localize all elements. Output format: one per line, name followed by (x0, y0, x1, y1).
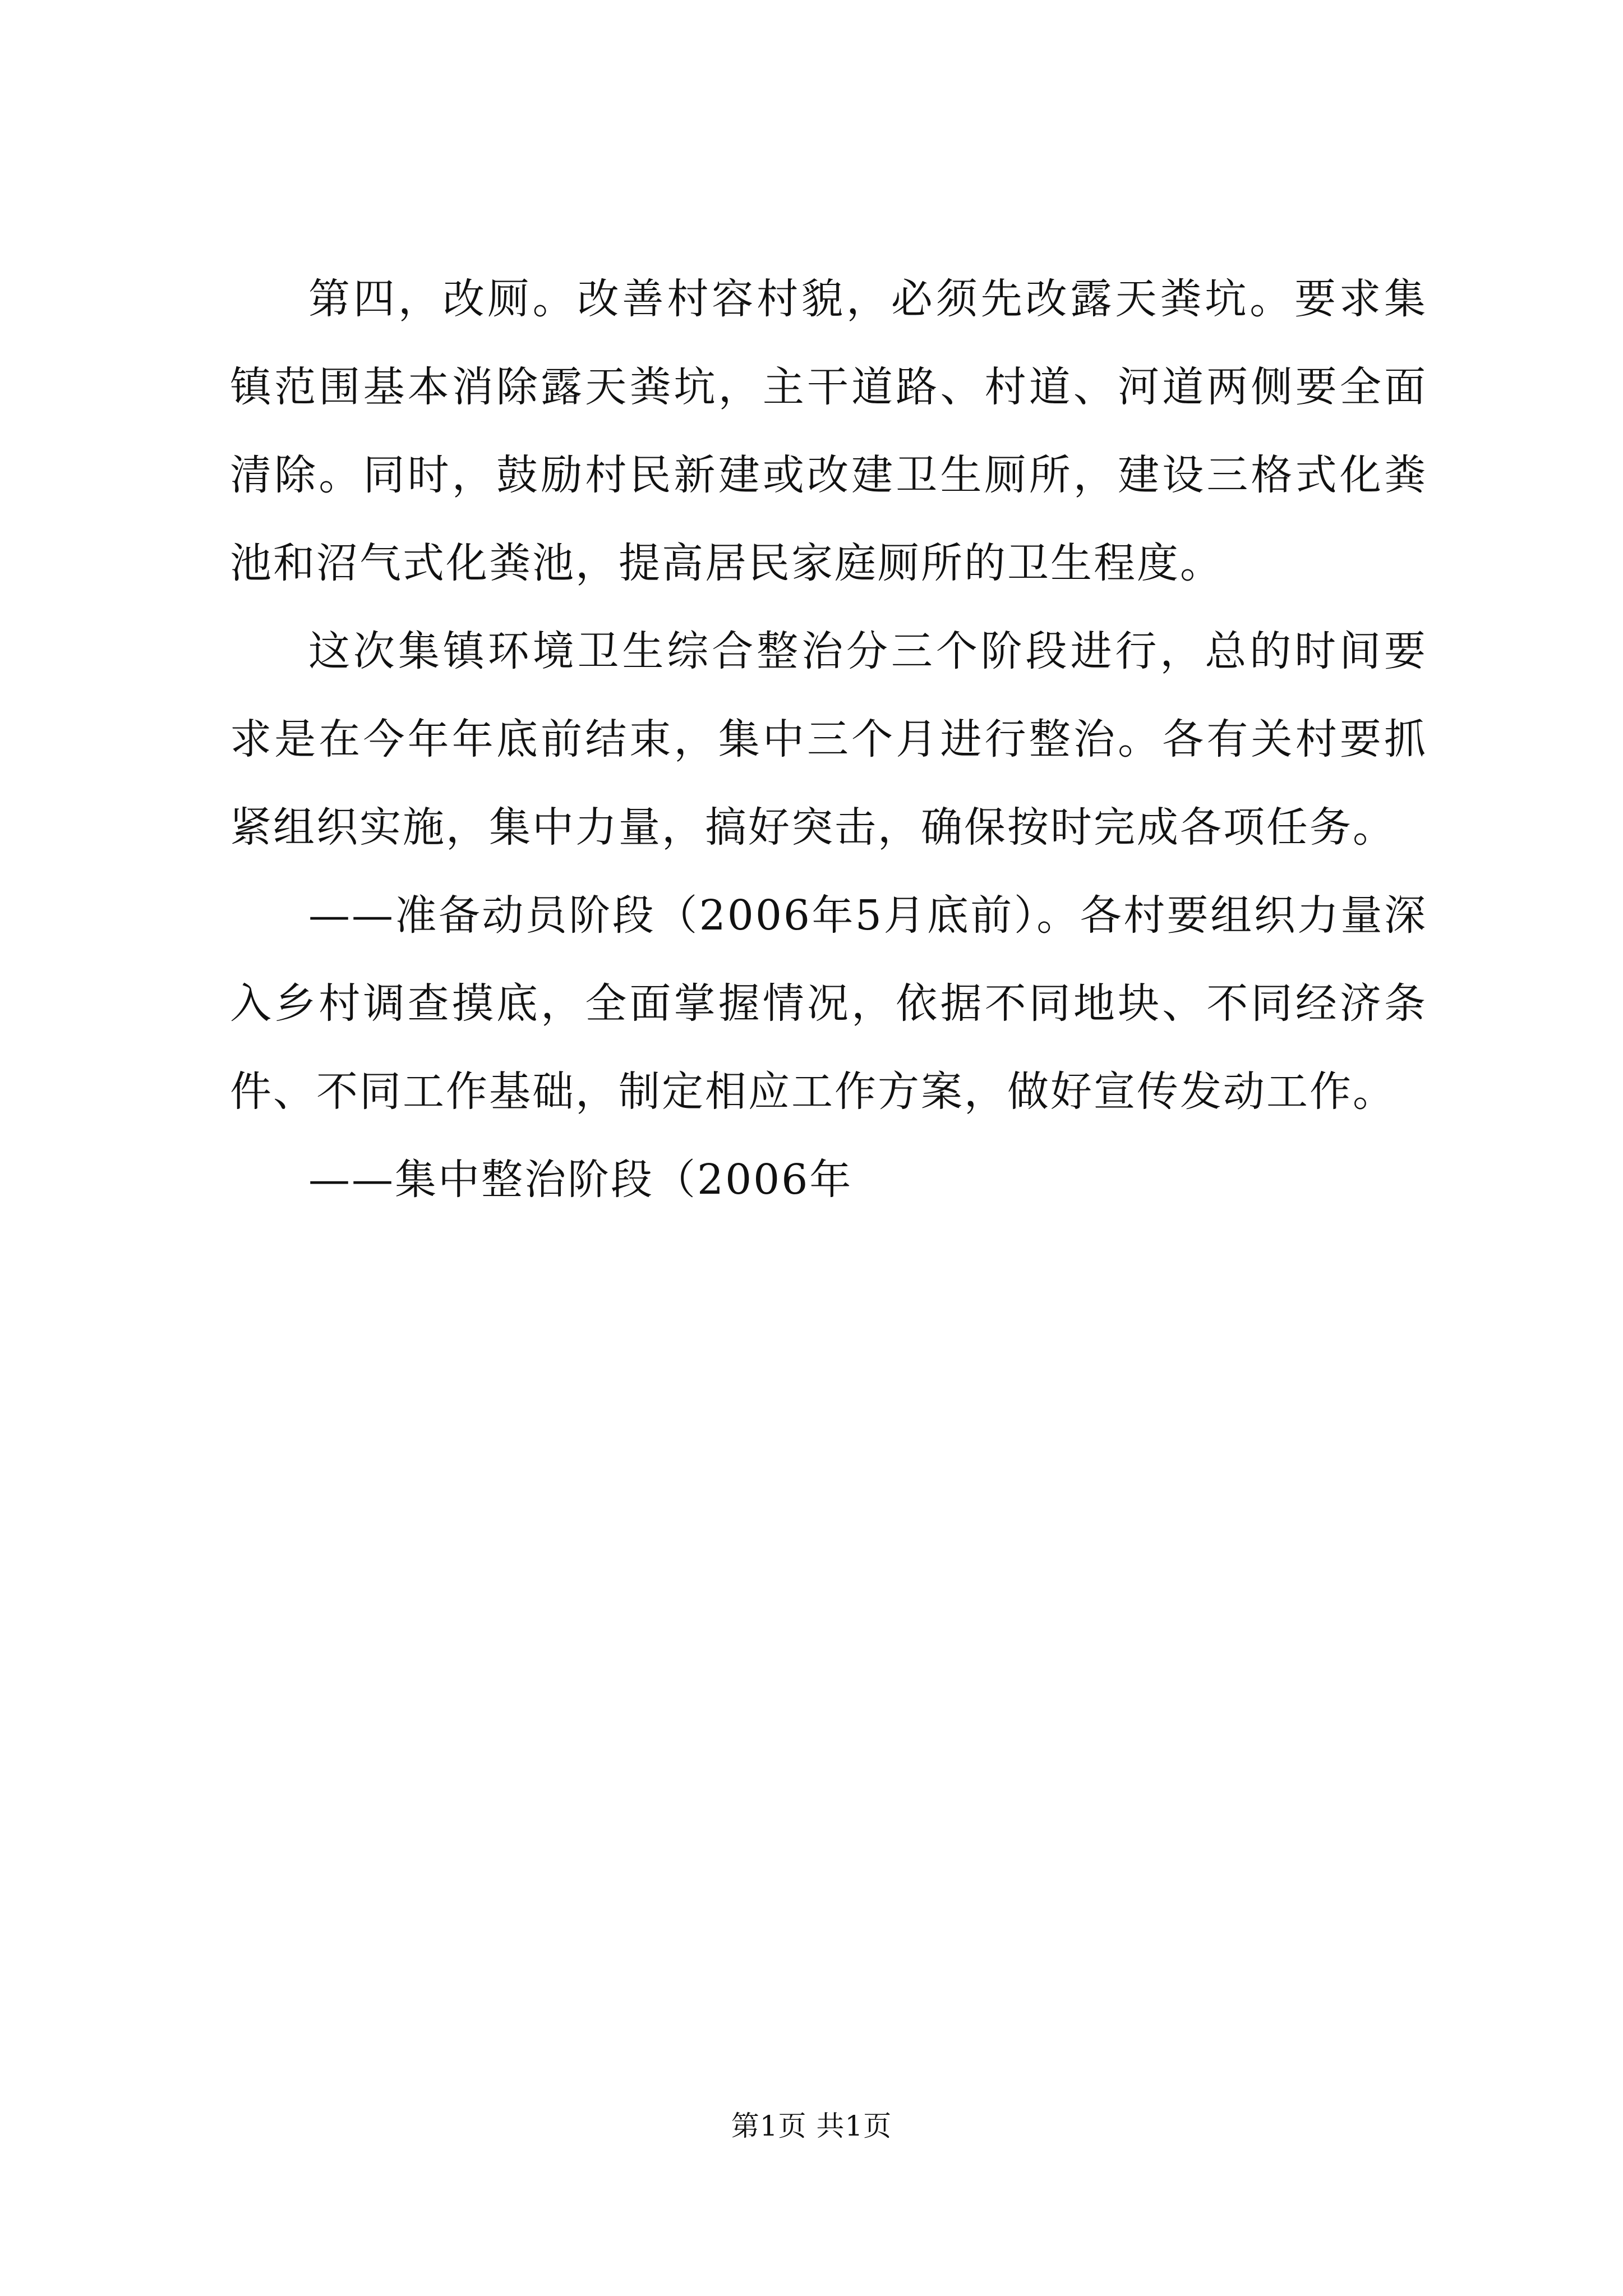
document-body (230, 255, 1427, 1224)
page-footer: 第1页 共1页 (731, 2110, 892, 2142)
paragraph-preparation-stage: ——准备动员阶段（2006年5月底前）。各村要组织力量深入乡村调查摸底，全面掌握情况，依据不同地块、不同经济条件、不同工作基础，制定相应工作方案，做好宣传发动工作。 (230, 891, 1427, 1116)
paragraph-toilet-renovation: 第四，改厕。改善村容村貌，必须先改露天粪坑。要求集镇范围基本消除露天粪坑，主干道路、村道、河道两侧要全面清除。同时，鼓励村民新建或改建卫生厕所，建设三格式化粪池和沼气式化粪池，提高居民家庭厕所的卫生程度。 (230, 275, 1427, 587)
paragraph-three-stages: 这次集镇环境卫生综合整治分三个阶段进行，总的时间要求是在今年年底前结束，集中三个月进行整治。各有关村要抓紧组织实施，集中力量，搞好突击，确保按时完成各项任务。 (230, 627, 1427, 852)
paragraph-concentrated-stage: ——集中整治阶段（2006年 (308, 1156, 853, 1204)
